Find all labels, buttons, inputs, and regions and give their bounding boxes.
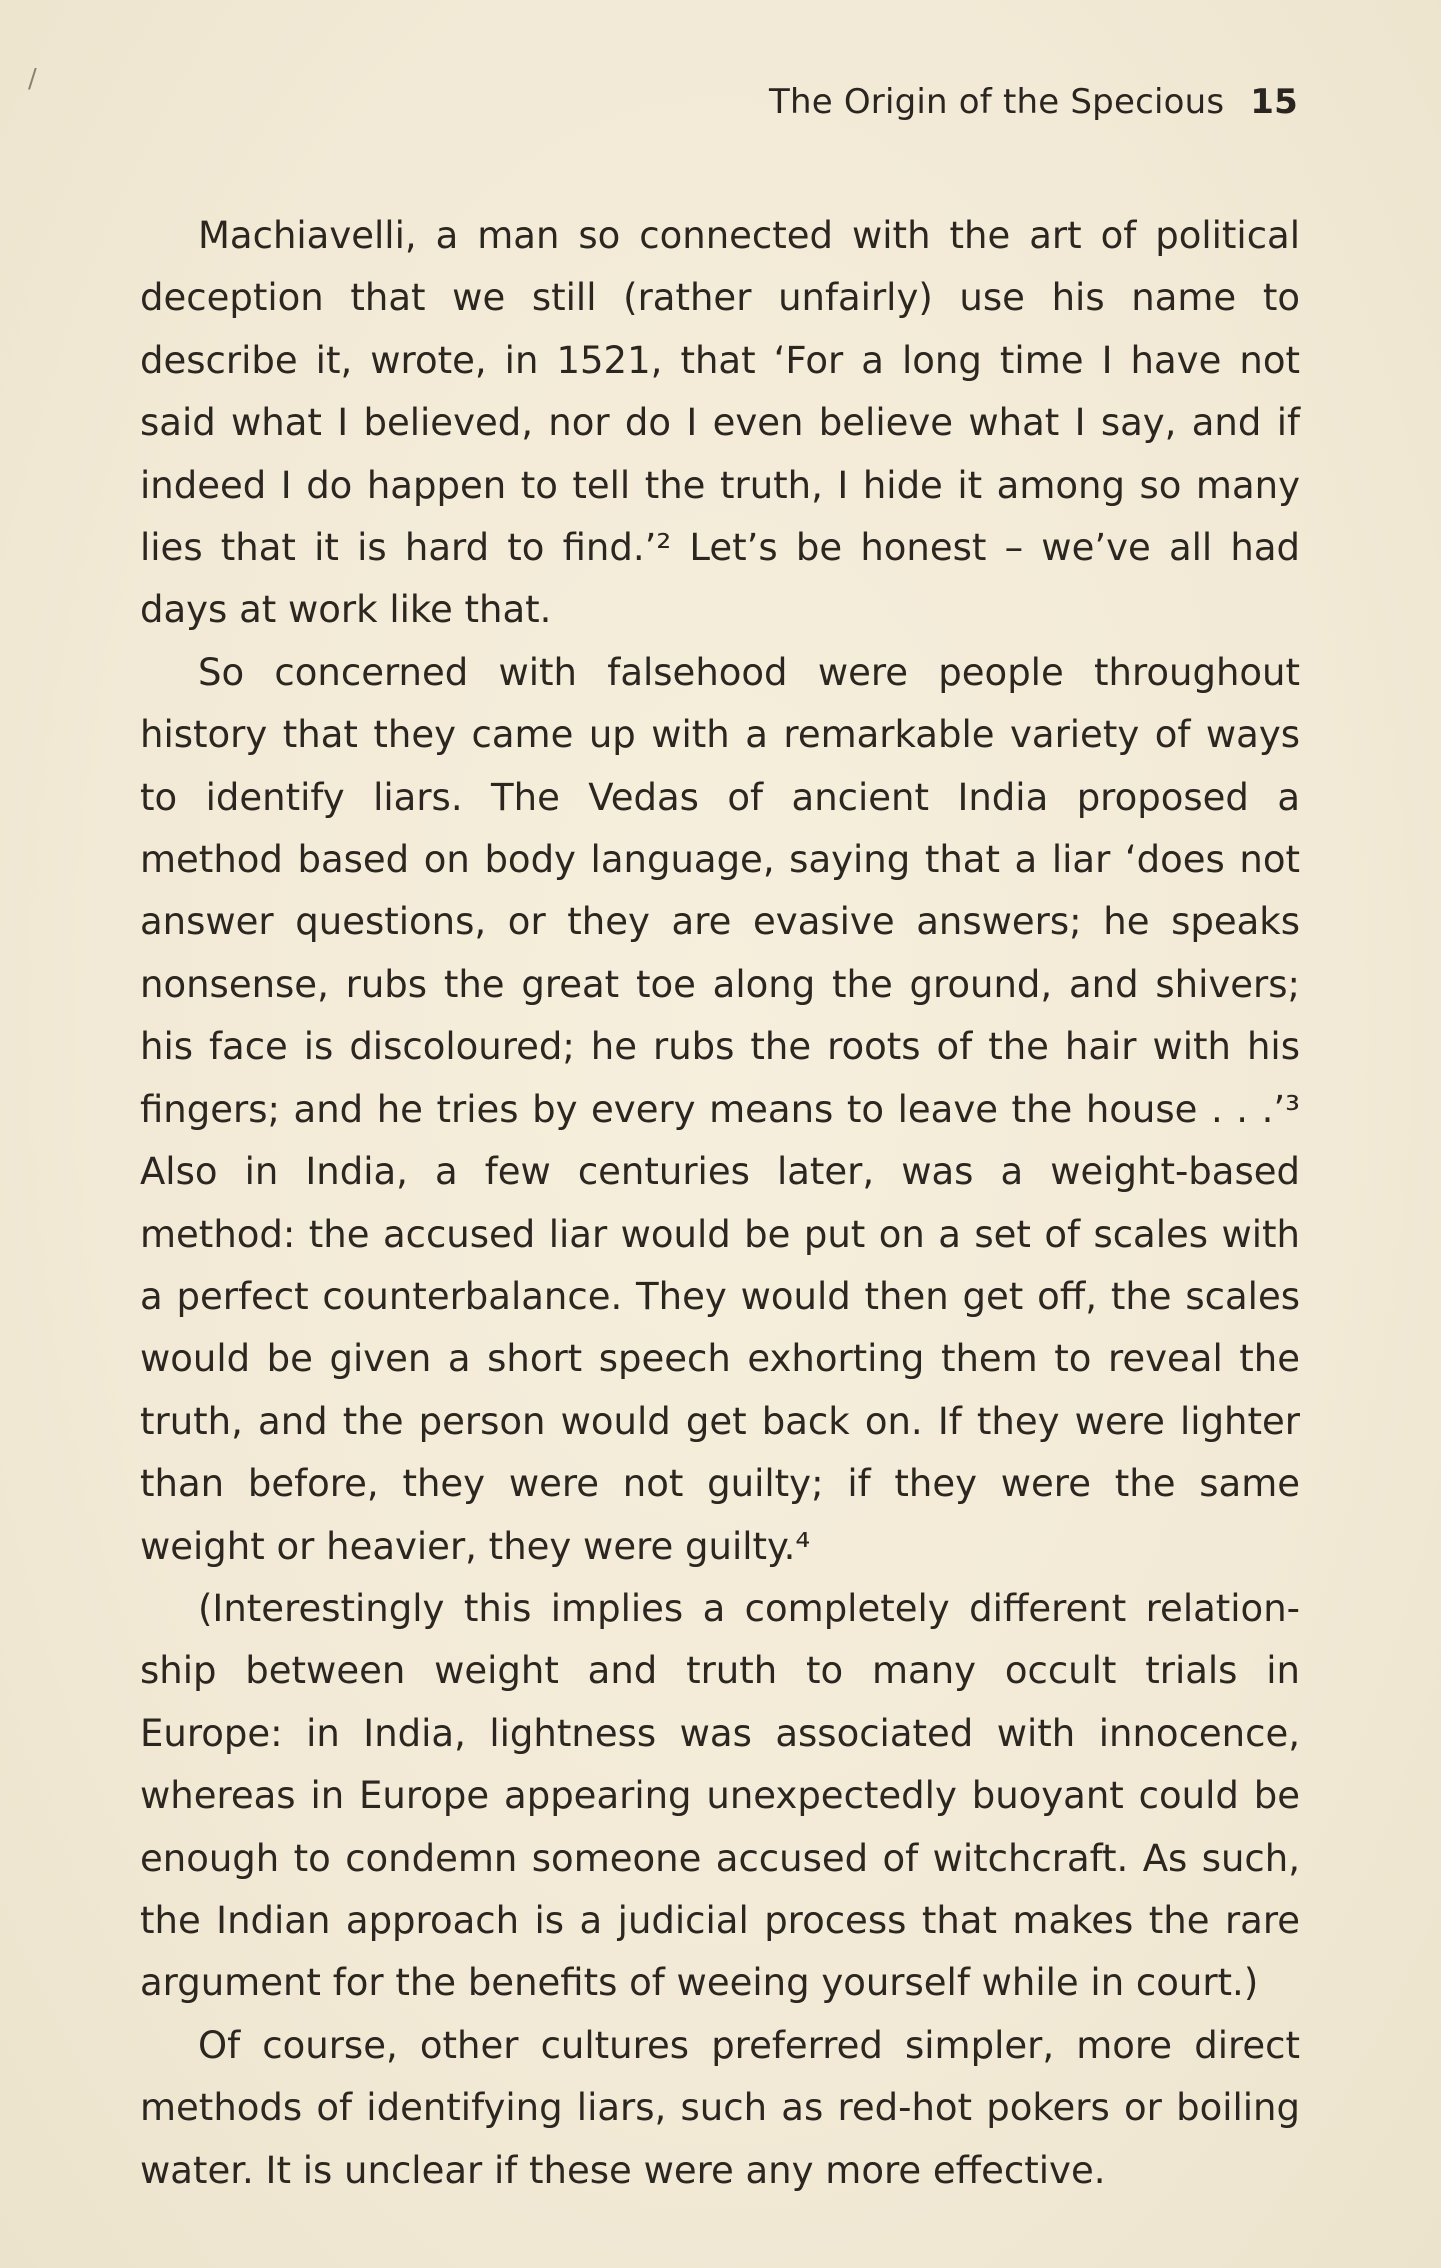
running-head — [769, 82, 1298, 122]
paragraph-identifying-liars: So concerned with falsehood were people throughout history that they came up with a remarkable variety of ways to identify liars. The Vedas of ancient India proposed a method based on body language, saying that a liar ‘does not answer questions, or they are evasive answers; he speaks nonsense, rubs the great toe along the ground, and shivers; his face is discoloured; he rubs the roots of the hair with his fingers; and he tries by every means to leave the house . . .’³ Also in India, a few centuries later, was a weight-based method: the accused liar would be put on a set of scales with a perfect counterbalance. They would then get off, the scales would be given a short speech exhorting them to reveal the truth, and the person would get back on. If they were lighter than before, they were not guilty; if they were the same weight or heavier, they were guilty.⁴ — [140, 650, 1300, 1568]
page-number: 15 — [1250, 82, 1298, 122]
paragraph-machiavelli: Machiavelli, a man so connected with the art of political deception that we still (rather unfairly) use his name to describe it, wrote, in 1521, that ‘For a long time I have not said what I believed, nor do I even believe what I say, and if indeed I do happen to tell the truth, I hide it among so many lies that it is hard to find.’² Let’s be honest – we’ve all had days at work like that. — [140, 214, 1300, 632]
body-text — [140, 205, 1300, 2202]
paragraph-weight-and-truth: (Interestingly this implies a completely different relationship between weight and truth to many occult trials in Europe: in India, lightness was associated with innocence, whereas in Europe appearing unexpectedly buoyant could be enough to condemn someone accused of witchcraft. As such, the Indian approach is a judicial process that makes the rare argument for the benefits of weeing yourself while in court.) — [140, 1586, 1300, 2005]
running-head-title: The Origin of the Specious — [768, 82, 1225, 122]
paragraph-other-cultures: Of course, other cultures preferred simpler, more direct methods of identifying liars, such as red-hot pokers or boiling water. It is unclear if these were any more effective. — [140, 2023, 1300, 2192]
margin-speck: / — [28, 64, 37, 94]
